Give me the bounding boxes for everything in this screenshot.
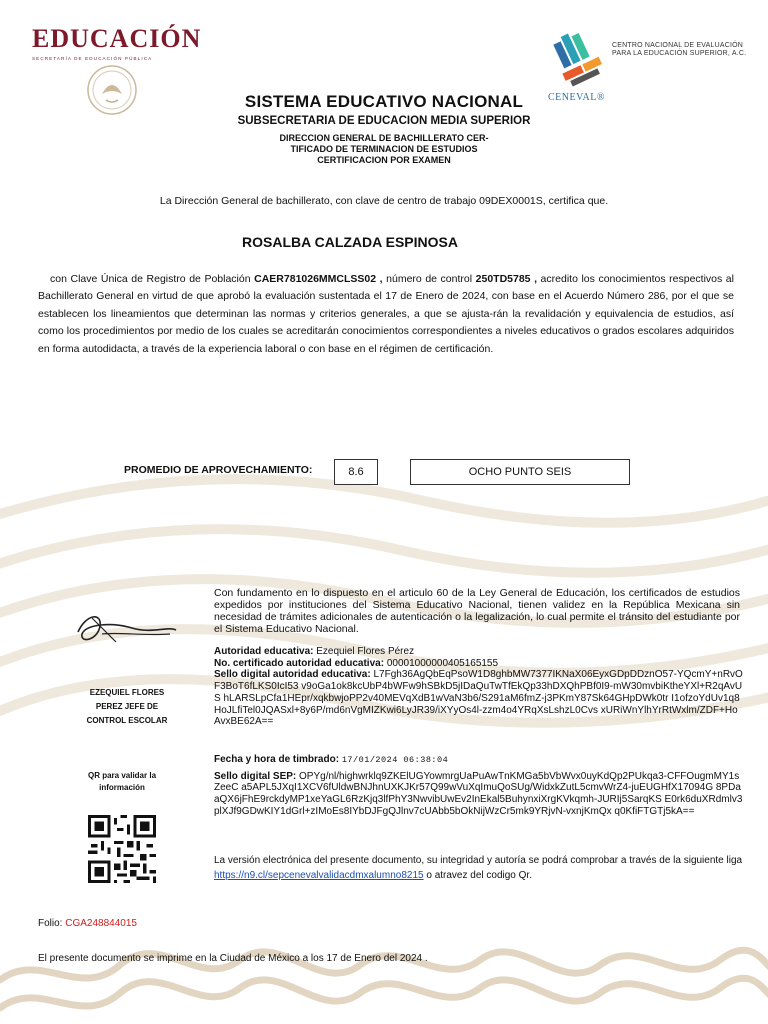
folio-value: CGA248844015 [65, 918, 137, 929]
authority-row [214, 646, 744, 658]
curp-value: CAER781026MMCLSS02 , [254, 273, 383, 285]
qr-label [72, 770, 172, 794]
document-title: SISTEMA EDUCATIVO NACIONAL [244, 92, 524, 111]
control-number: 250TD5785 , [475, 273, 537, 285]
signature-image [72, 604, 182, 652]
verification-text-2: o atravez del codigo Qr. [423, 870, 532, 881]
ceneval-full-name: CENTRO NACIONAL DE EVALUACIÓN PARA LA EDUCACIÓN SUPERIOR, A.C. [612, 42, 747, 57]
legal-basis-text: Con fundamento en lo dispuesto en el articulo 60 de la Ley General de Educación, los certificados de estudios expedidos por instituciones del Sistema Educativo Nacional, tienen validez en la República Mexicana sin necesidad de trámites adicionales de autenticación o la legalización, lo cual permite el tránsito del estudiante por el Sistema Educativo Nacional. [214, 587, 740, 635]
verification-block [214, 853, 744, 883]
sep-seal-value: OPYg/nl/highwrklq9ZKElUGYowmrgUaPuAwTnKMGa5bVbWvx0uyKdQp2PUkqa3-CFFOugmMY1sZeeC a5APL5JXqI1XCV6fUldwBNJhnUXKJKr57Q99wVuXqImuQoSUg/WidxkZutL5cmvWrZ4-juEUGHfX17094G 8PDaaQX6jFhE9rckdyMP1xeYaGL6RzKjq3lfPhY3NwvibUwEv2InEkal5BuhynxiXrgKVkqmh-JURIj5SarqKS E0rk6duXRdmlv3plXJf9GDwKIY1dGrl+zIMoEs8IYbDJFgQJlnv7cUAbb5bOkNijWzCr5mk9YRjvN-vxnjKmQx q0KfiFTGTj5kA== [214, 770, 743, 817]
authority-cert-row [214, 658, 744, 670]
signer-line-1: EZEQUIEL FLORES [89, 688, 165, 697]
authority-seal-value: L7Fgh36AgQbEqPsoW1D8ghbMW7377IKNaX06EyxGDpDDznO57-YQcmY+nRvOF3BoT6fLKS0IcI53 v9oGa1ok8kcUbP4bWFw9hSBkD5jIDaQuTwTfEkQp33hDXQhPBf0I9-mW30mvbiKtheYXl+R2qAvUS hLARSLpCfa1HEpr/xqkbwjoPP2v40MEVqXdB1wVaN3b6/S291aM6fmZ-j3PKmY87Sk64GHpDWk0tr I1ofzoYdUv1q8HoJLfiTel0JQASxl+8y6P/md6nVgMIZKwi6LyJR39/iXYyOs4l-zzm4o4YRqXsLshzL0Cvs xURiWnYlhYrRtWxlm/ZDF+HoAvxBE62A== [214, 669, 743, 728]
folio-block [38, 918, 137, 929]
certification-statement: La Dirección General de bachillerato, con clave de centro de trabajo 09DEX0001S, certifica que. [159, 195, 609, 207]
qr-label-line-1: QR para validar la [87, 771, 157, 780]
body-intro: con Clave Única de Registro de Población [50, 273, 255, 285]
verification-link[interactable]: https://n9.cl/sepcenevalvalidacdmxalumno8215 [214, 870, 424, 881]
educacion-logo-word: EDUCACIÓN [32, 24, 202, 53]
qr-code-icon[interactable] [88, 815, 156, 883]
average-value-box [334, 459, 378, 485]
body-rest: acredito los conocimientos respectivos al Bachillerato General en virtud de que aprobó la evaluación sustentada el 17 de Enero de 2024, con base en el Acuerdo Número 286, por el que se establecen los lineamientos que determinan las normas y criterios generales, a que se ajusta-rán la revalidación y equivalencia de estudios, así como los procedimientos por medio de los cuales se acreditarán conocimientos correspondientes a niveles educativos o grados escolares adquiridos en forma autodidacta, a través de la experiencia laboral o con base en el régimen de certificación. [38, 273, 734, 355]
average-words-box [410, 459, 630, 485]
authority-seal-row [214, 669, 744, 728]
heading-line-2: TIFICADO DE TERMINACION DE ESTUDIOS [290, 144, 478, 154]
background-pattern [0, 460, 768, 1024]
authority-block [214, 646, 744, 728]
student-name: ROSALBA CALZADA ESPINOSA [242, 234, 458, 250]
educacion-logo-subtitle: SECRETARÍA DE EDUCACIÓN PÚBLICA [32, 56, 153, 61]
heading-line-1: DIRECCION GENERAL DE BACHILLERATO CER- [279, 133, 489, 143]
footer-statement: El presente documento se imprime en la Ciudad de México a los 17 de Enero del 2024 . [38, 953, 428, 964]
timbrado-block [214, 754, 744, 818]
document-subtitle: SUBSECRETARIA DE EDUCACION MEDIA SUPERIOR [237, 115, 531, 127]
average-label: PROMEDIO DE APROVECHAMIENTO: [124, 464, 313, 476]
document-heading-lines [0, 133, 768, 166]
average-words: OCHO PUNTO SEIS [468, 466, 572, 478]
sep-seal-row [214, 771, 744, 818]
body-control-label: número de control [382, 273, 476, 285]
signer-block [72, 686, 182, 728]
verification-text-1: La versión electrónica del presente documento, su integridad y autoría se podrá comprobar a través de la siguiente liga [214, 855, 743, 866]
signer-line-2: PEREZ JEFE DE [95, 702, 159, 711]
timbrado-row [214, 754, 744, 767]
authority-label: Autoridad educativa: [214, 646, 314, 657]
ceneval-logo-icon [548, 24, 616, 94]
certificate-body [38, 271, 734, 358]
educacion-logo [32, 24, 202, 61]
authority-cert-label: No. certificado autoridad educativa: [214, 657, 385, 669]
authority-value: Ezequiel Flores Pérez [316, 646, 415, 657]
timbrado-value: 17/01/2024 06:38:04 [341, 755, 449, 765]
sep-seal-label: Sello digital SEP: [214, 770, 297, 782]
authority-cert-value: 00001000000405165155 [386, 657, 499, 669]
signer-line-3: CONTROL ESCOLAR [86, 716, 168, 725]
timbrado-label: Fecha y hora de timbrado: [214, 754, 340, 765]
folio-label: Folio: [38, 918, 66, 929]
average-value: 8.6 [348, 466, 364, 478]
heading-line-3: CERTIFICACION POR EXAMEN [317, 155, 451, 165]
qr-label-line-2: información [99, 783, 145, 792]
ceneval-wordmark: CENEVAL® [548, 92, 605, 103]
authority-seal-label: Sello digital autoridad educativa: [214, 669, 371, 681]
